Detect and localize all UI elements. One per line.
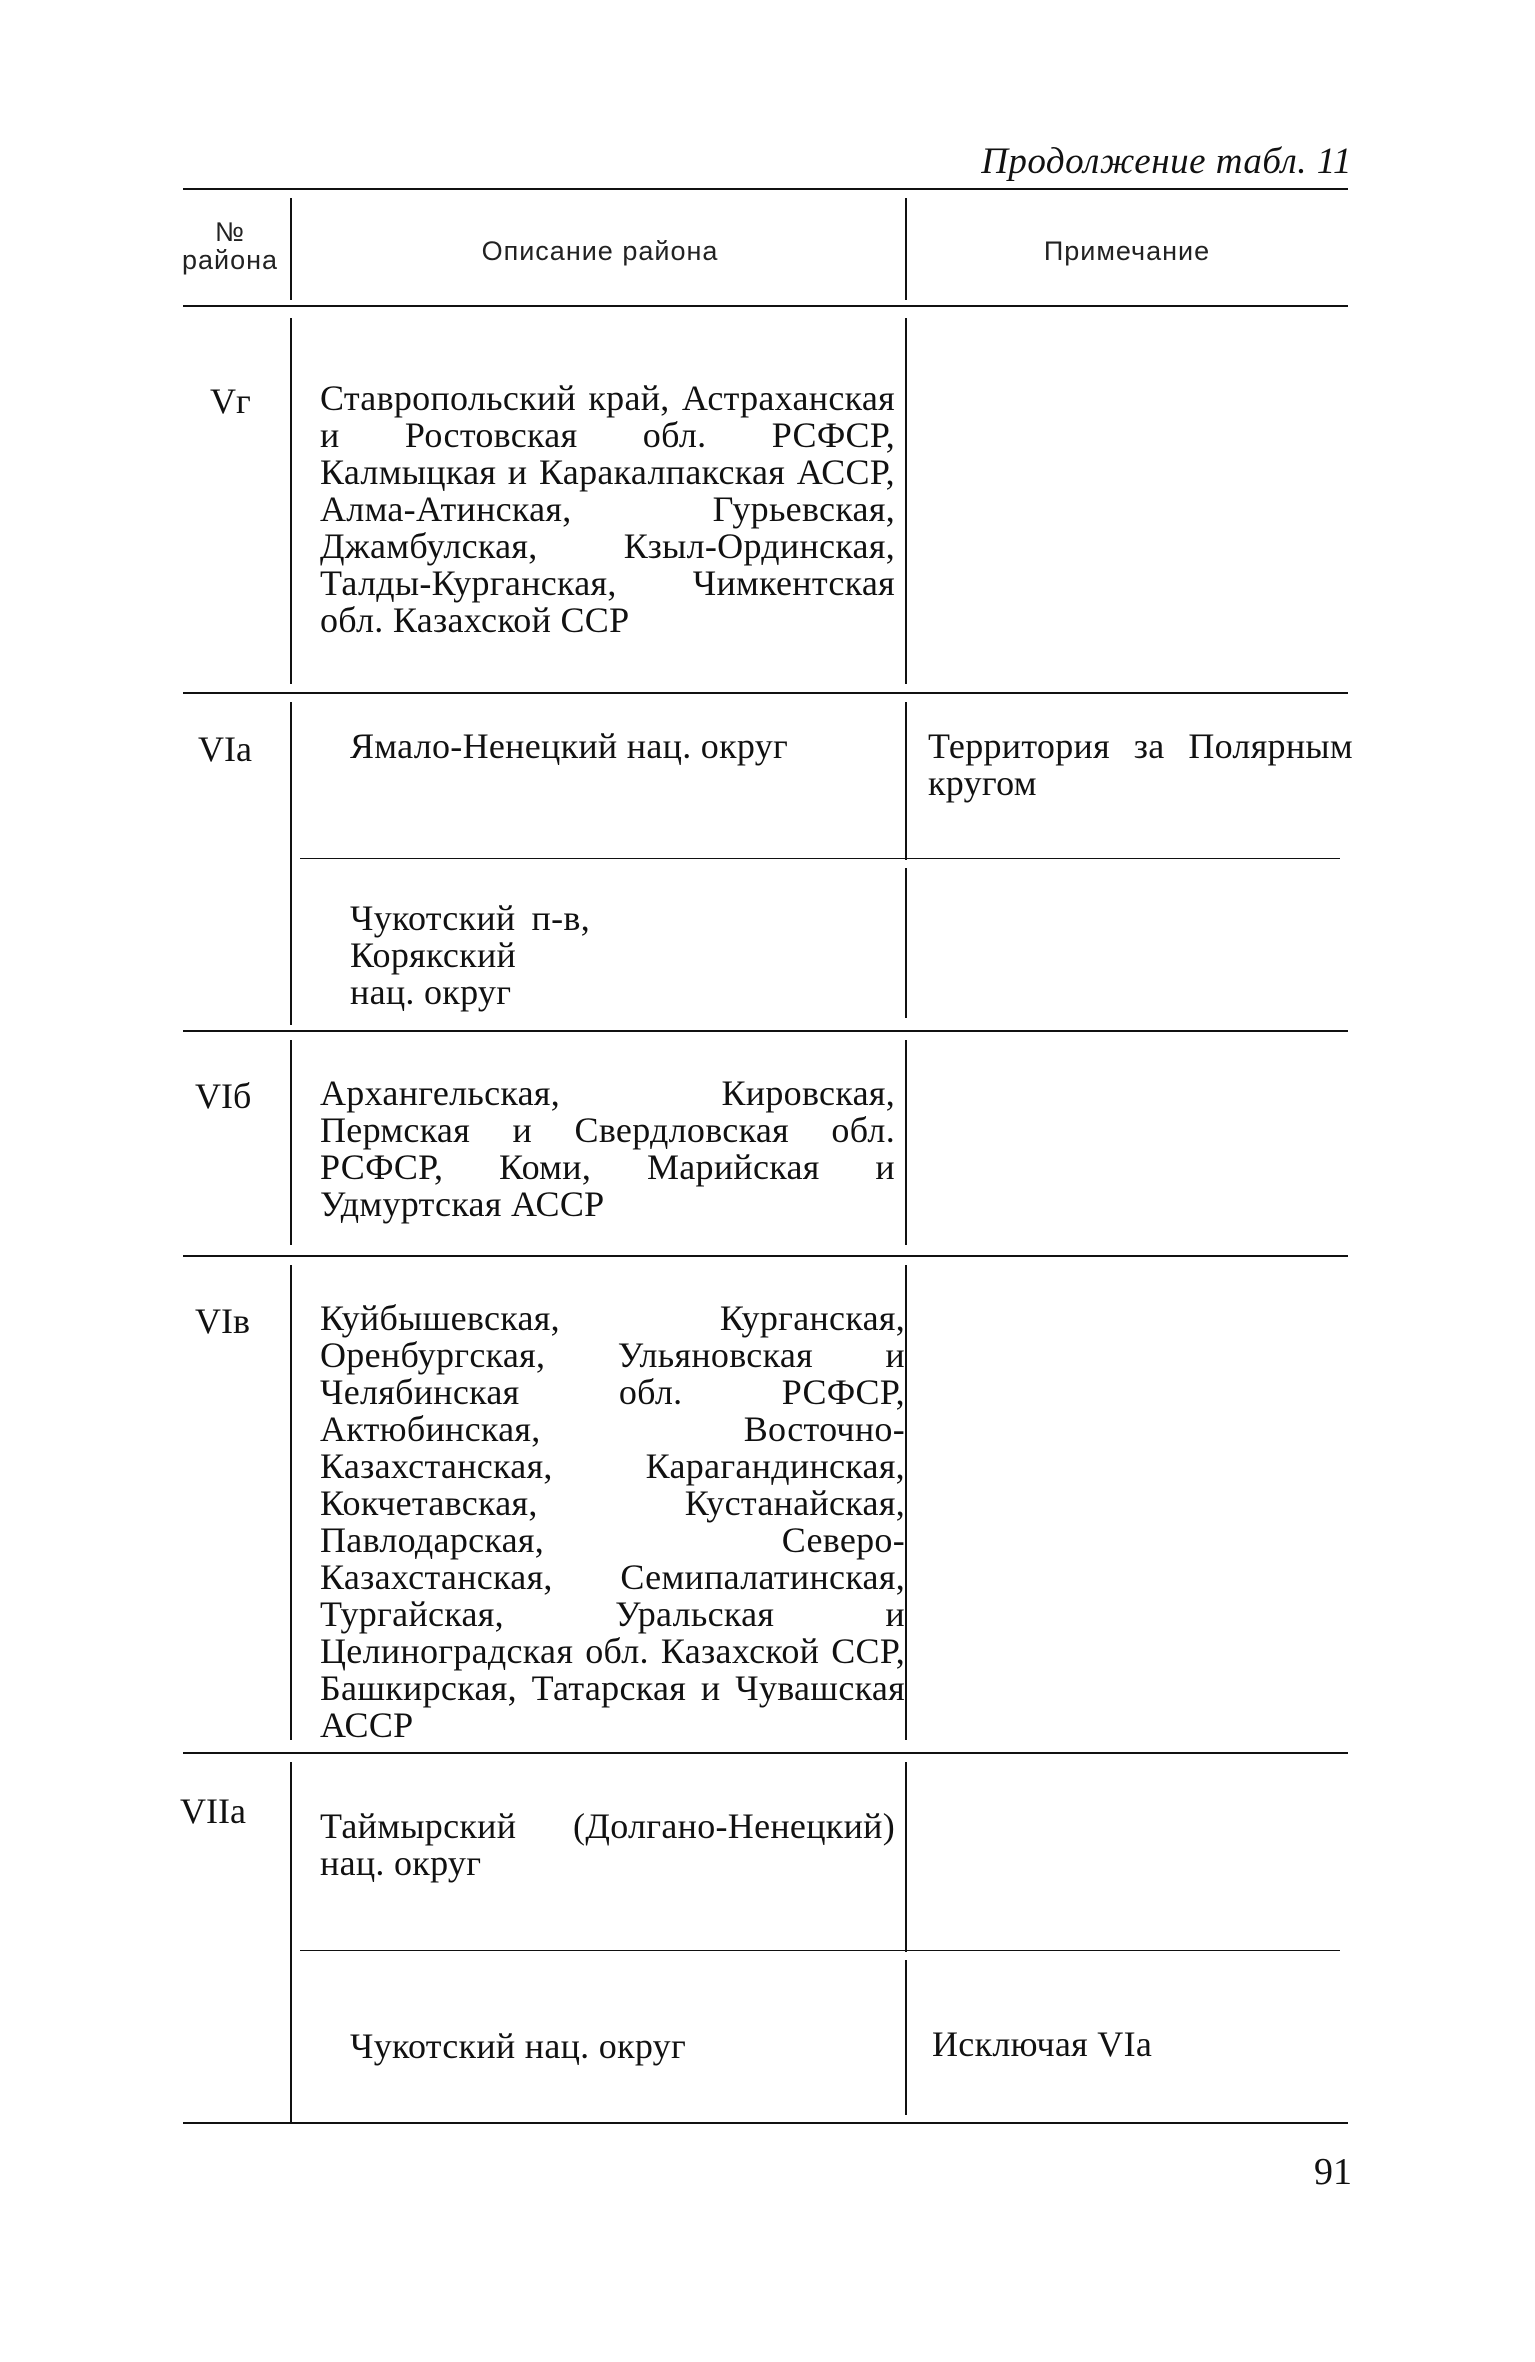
row7-note: Исключая VIа: [932, 2024, 1153, 2064]
row2-col-divider-1: [290, 702, 292, 860]
header-col-divider-2: [905, 198, 907, 300]
row1-number: Vг: [210, 381, 251, 421]
row7-col-divider-1: [290, 1952, 292, 2122]
row4-description: Архангельская, Кировская, Пермская и Свердловская обл. РСФСР, Коми, Марийская и Удмуртская АССР: [320, 1073, 895, 1224]
row5-description: Куйбышевская, Курганская, Оренбургская, Ульяновская и Челябинская обл. РСФСР, Актюбинская, Восточно-Казахстанская, Карагандинская, Кокчетавская, Кустанайская, Павлодарская, Северо-Казахстанская, Семипалатинская, Тургайская, Уральская и Целиноградская обл. Казахской ССР, Башкирская, Татарская и Чувашская АССР: [320, 1298, 905, 1745]
header-number: [180, 218, 280, 274]
header-col-divider-1: [290, 198, 292, 300]
header-bottom-rule: [183, 305, 1348, 307]
page-number: 91: [1314, 2151, 1352, 2193]
row1-col-divider-2: [905, 318, 907, 684]
row6-col-divider-2: [905, 1762, 907, 1952]
row1-description: Ставропольский край, Астраханская и Ростовская обл. РСФСР, Калмыцкая и Каракалпакская АССР, Алма-Атинская, Гурьевская, Джамбулская, Кзыл-Ординская, Талды-Курганская, Чимкентская обл. Казахской ССР: [320, 378, 895, 640]
top-rule: [183, 188, 1348, 190]
row5-number: VIв: [195, 1301, 250, 1341]
row3-description: Чукотский п-в, Корякский нац. округ: [350, 898, 590, 1012]
table-caption: Продолжение табл. 11: [981, 141, 1352, 182]
row4-number: VIб: [195, 1076, 252, 1116]
header-note: Примечание: [1043, 236, 1211, 266]
row1-col-divider-1: [290, 318, 292, 684]
row5-col-divider-2: [905, 1265, 907, 1740]
row6-inner-rule: [300, 1950, 1340, 1951]
row1-bottom-rule: [183, 692, 1348, 694]
row4-col-divider-2: [905, 1040, 907, 1245]
row6-col-divider-1: [290, 1762, 292, 1952]
header-number-line1: №: [215, 217, 245, 247]
row6-number: VIIа: [180, 1791, 246, 1831]
row7-col-divider-2: [905, 1960, 907, 2115]
row2-note: Территория за Полярным кругом: [928, 726, 1353, 803]
row4-col-divider-1: [290, 1040, 292, 1245]
row4-bottom-rule: [183, 1255, 1348, 1257]
row5-bottom-rule: [183, 1752, 1348, 1754]
row2-col-divider-2: [905, 702, 907, 860]
row3-col-divider-2: [905, 868, 907, 1018]
row3-col-divider-1: [290, 860, 292, 1025]
row3-bottom-rule: [183, 1030, 1348, 1032]
header-description: Описание района: [481, 236, 719, 266]
row7-description: Чукотский нац. округ: [350, 2026, 687, 2066]
table-bottom-rule: [183, 2122, 1348, 2124]
row6-description: Таймырский (Долгано-Ненецкий) нац. округ: [320, 1806, 895, 1883]
row2-number: VIа: [198, 729, 252, 769]
row2-inner-rule: [300, 858, 1340, 859]
row2-description: Ямало-Ненецкий нац. округ: [350, 726, 789, 766]
header-number-line2: района: [181, 245, 279, 275]
row5-col-divider-1: [290, 1265, 292, 1740]
